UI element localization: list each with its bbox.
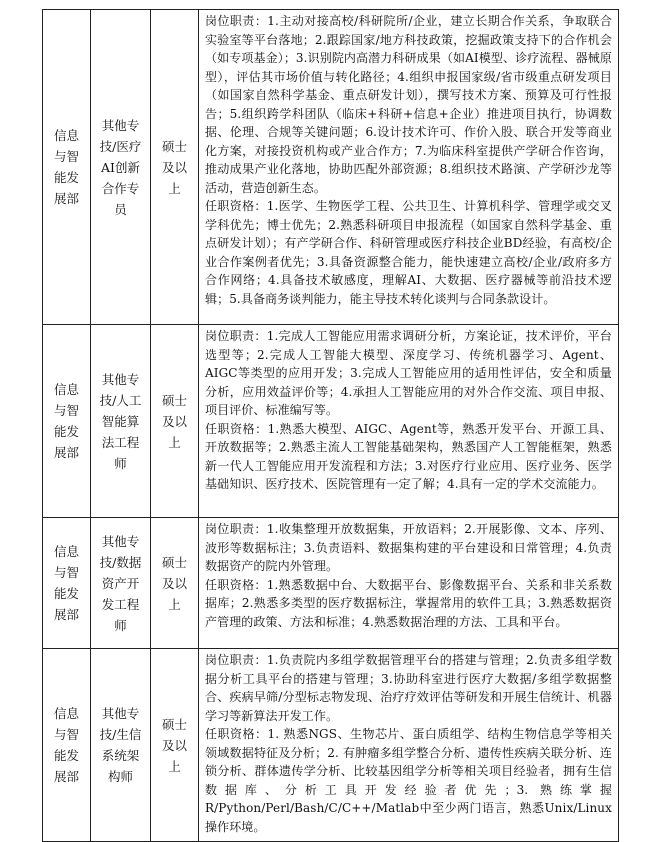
department-cell: 信息与智能发展部 [43,10,91,325]
education-cell: 硕士及以上 [151,518,199,649]
requirements-cell [199,10,619,325]
education-cell: 硕士及以上 [151,10,199,325]
position-cell: 其他专技/医疗AI创新合作专员 [91,10,151,325]
education-cell: 硕士及以上 [151,325,199,518]
qualifications-text: 任职资格：1.熟悉数据中台、大数据平台、影像数据平台、关系和非关系数据库；2.熟悉多类型的医疗数据标注，掌握常用的软件工具；3.熟悉数据资产管理的政策、方法和标准；4.熟悉数据治理的方法、工具和平台。 [205,577,612,629]
duties-text: 岗位职责：1.完成人工智能应用需求调研分析，方案论证，技术评价，平台选型等；2.完成人工智能大模型、深度学习、传统机器学习、Agent、AIGC等类型的应用开发；3.完成人工智能应用的适用性评估，安全和质量分析，应用效益评价等；4.承担人工智能应用的对外合作交流、项目申报、项目评价、标准编写等。 [205,329,612,417]
table-row [43,649,619,842]
requirements-cell [199,649,619,842]
qualifications-text: 任职资格：1.熟悉大模型、AIGC、Agent等，熟悉开发平台、开源工具、开放数据等；2.熟悉主流人工智能基础架构，熟悉国产人工智能框架，熟悉新一代人工智能应用开发流程和方法；3.对医疗行业应用、医疗业务、医学基础知识、医疗技术、医院管理有一定了解；4.具有一定的学术交流能力。 [205,421,612,491]
requirements-cell [199,325,619,518]
position-cell: 其他专技/人工智能算法工程师 [91,325,151,518]
table-row [43,518,619,649]
department-cell: 信息与智能发展部 [43,649,91,842]
requirements-cell [199,518,619,649]
department-cell: 信息与智能发展部 [43,325,91,518]
duties-text: 岗位职责：1.主动对接高校/科研院所/企业，建立长期合作关系，争取联合实验室等平台落地；2.跟踪国家/地方科技政策，挖掘政策支持下的合作机会（如专项基金）；3.识别院内高潜力科研成果（如AI模型、诊疗流程、器械原型），评估其市场价值与转化路径；4.组织申报国家级/省市级重点研发项目（如国家自然科学基金、重点研发计划），撰写技术方案、预算及可行性报告；5.组织跨学科团队（临床+科研+信息+企业）推进项目执行，协调数据、伦理、合规等关键问题；6.设计技术许可、作价入股、联合开发等商业化方案，对接投资机构或产业合作方；7.为临床科室提供产学研合作咨询，推动成果产业化落地，协助匹配外部资源；8.组织技术路演、产学研沙龙等活动，营造创新生态。 [205,14,612,195]
job-table [42,9,619,842]
department-cell: 信息与智能发展部 [43,518,91,649]
table-row [43,325,619,518]
position-cell: 其他专技/生信系统架构师 [91,649,151,842]
education-cell: 硕士及以上 [151,649,199,842]
duties-text: 岗位职责：1.收集整理开放数据集，开放语料；2.开展影像、文本、序列、波形等数据标注；3.负责语料、数据集构建的平台建设和日常管理；4.负责数据资产的院内外管理。 [205,522,612,573]
qualifications-text: 任职资格：1.医学、生物医学工程、公共卫生、计算机科学、管理学或交叉学科优先；博士优先；2.熟悉科研项目申报流程（如国家自然科学基金、重点研发计划）；有产学研合作、科研管理或医疗科技企业BD经验，有高校/企业合作案例者优先；3.具备资源整合能力，能快速建立高校/企业/政府多方合作网络；4.具备技术敏感度，理解AI、大数据、医疗器械等前沿技术逻辑；5.具备商务谈判能力，能主导技术转化谈判与合同条款设计。 [205,199,612,306]
position-cell: 其他专技/数据资产开发工程师 [91,518,151,649]
duties-text: 岗位职责：1.负责院内多组学数据管理平台的搭建与管理；2.负责多组学数据分析工具平台的搭建与管理；3.协助科室进行医疗大数据/多组学数据整合、疾病早筛/分型标志物发现、治疗疗效评估等研发和开展生信统计、机器学习等新算法开发工作。 [205,653,612,723]
qualifications-text: 任职资格：1. 熟悉NGS、生物芯片、蛋白质组学、结构生物信息学等相关领域数据特征及分析；2. 有肿瘤多组学整合分析、遗传性疾病关联分析、连锁分析、群体遗传学分析、比较基因组学分析等相关项目经验者，拥有生信数据库、分析工具开发经验者优先；3. 熟练掌握R/Python/Perl/Bash/C/C++/Matlab中至少两门语言，熟悉Unix/Linux操作环境。 [205,727,612,834]
table-row [43,10,619,325]
